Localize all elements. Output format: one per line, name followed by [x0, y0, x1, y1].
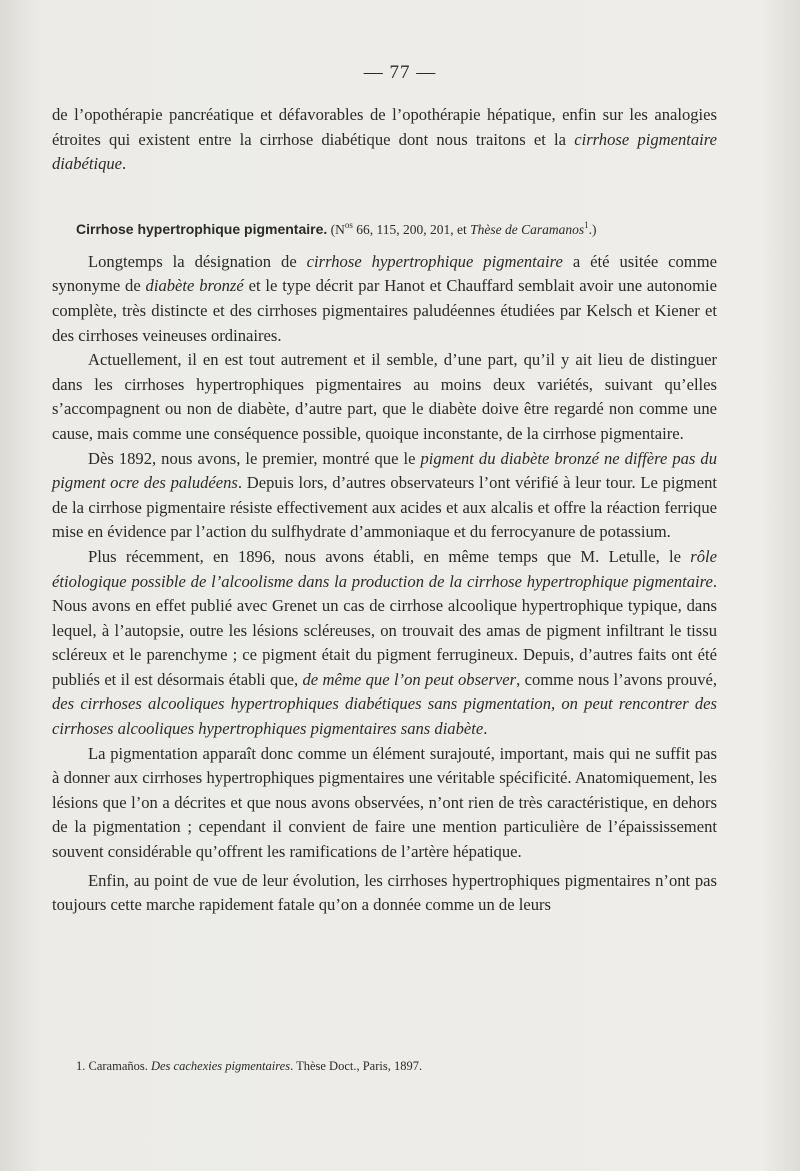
paragraph-3	[52, 447, 717, 545]
intro-paragraph	[52, 103, 717, 177]
p4-italic-c: des cirrhoses alcooliques hypertrophiques diabétiques sans pigmentation, on peut rencontrer des cirrhoses alcooliques hypertrophiques pigmentaires sans diabète	[52, 694, 717, 739]
p2-text: Actuellement, il en est tout autrement et il semble, d’une part, qu’il y ait lieu de distinguer dans les cirrhoses hypertrophiques pigmentaires au moins deux variétés, suivant qu’elles s’accompagnent ou non de diabète, d’autre part, que le diabète doive être regardé non comme une cause, mais comme une conséquence possible, quoique inconstante, de la cirrhose pigmentaire.	[52, 350, 717, 443]
footnote-marker: 1	[584, 219, 589, 230]
p5-text: La pigmentation apparaît donc comme un élément surajouté, important, mais qui ne suffit pas à donner aux cirrhoses hypertrophiques pigmentaires une véritable spécificité. Anatomiquement, les lésions que l’on a décrites et que nous avons observées, n’ont rien de très caractéristique, en dehors de la pigmentation ; cependant il convient de faire une mention particulière de l’épaississement souvent considérable qu’offrent les ramifications de l’artère hépatique.	[52, 743, 717, 862]
section-ref-suffix: .)	[588, 221, 597, 237]
section-ref-numbers: 66, 115, 200, 201, et	[352, 221, 471, 237]
paragraph-6	[52, 869, 717, 918]
p1-text-a: Longtemps la désignation de	[88, 251, 307, 271]
intro-italic: cirrhose pigmentaire diabétique	[52, 129, 717, 174]
p1-text-c: et le type décrit par Hanot et Chauffard semblait avoir une autonomie complète, très distincte et des cirrhoses pigmentaires paludéennes étudiées par Kelsch et Kiener et des cirrhoses veineuses ordinaires.	[52, 276, 717, 345]
p4-text-c: , comme nous l’avons prouvé,	[516, 669, 718, 689]
p6-text: Enfin, au point de vue de leur évolution, les cirrhoses hypertrophiques pigmentaires n’ont pas toujours cette marche rapidement fatale qu’on a donnée comme un de leurs	[52, 870, 717, 915]
p4-text-d: .	[483, 719, 488, 739]
section-ref-sup: os	[344, 219, 353, 230]
footnote-author: Caramaños.	[85, 1059, 151, 1073]
p4-text-b: . Nous avons en effet publié avec Grenet un cas de cirrhose alcoolique hypertrophique typique, dans lequel, à l’autopsie, outre les lésions scléreuses, on trouvait des amas de pigment infiltrant le tissu scléreux et le parenchyme ; ce pigment était du pigment ferrugineux. Depuis, d’autres faits ont été publiés et il est désormais établi que,	[52, 571, 717, 689]
p1-italic-a: cirrhose hypertrophique pigmentaire	[306, 251, 563, 271]
p4-text-a: Plus récemment, en 1896, nous avons établi, en même temps que M. Letulle, le	[88, 546, 691, 566]
section-ref-prefix: (N	[327, 221, 345, 237]
p3-text-b: . Depuis lors, d’autres observateurs l’ont vérifié à leur tour. Le pigment de la cirrhose pigmentaire résiste effectivement aux acides et aux alcalis et offre la réaction ferrique mise en évidence par l’action du sulfhydrate d’ammoniaque et du ferrocyanure de potassium.	[52, 473, 717, 542]
page-body	[52, 103, 717, 918]
p1-italic-b: diabète bronzé	[145, 276, 244, 296]
section-heading	[52, 219, 717, 240]
p4-italic-b: de même que l’on peut observer	[302, 669, 517, 689]
paragraph-1	[52, 250, 717, 348]
p1-text-b: a été usitée comme synonyme de	[52, 251, 717, 296]
section-ref-thesis: Thèse de Caramanos	[470, 221, 585, 237]
p3-italic: pigment du diabète bronzé ne diffère pas du pigment ocre des paludéens	[52, 448, 717, 493]
footnote-rest: . Thèse Doct., Paris, 1897.	[290, 1059, 423, 1073]
p4-italic-a: rôle étiologique possible de l’alcoolisme dans la production de la cirrhose hypertrophique pigmentaire	[52, 546, 717, 591]
section-title: Cirrhose hypertrophique pigmentaire.	[76, 220, 328, 237]
footnote-number: 1.	[76, 1059, 86, 1073]
footnote	[76, 1058, 726, 1074]
paragraph-2	[52, 348, 717, 446]
paragraph-5	[52, 742, 717, 865]
intro-end: .	[122, 154, 127, 174]
footnote-title: Des cachexies pigmentaires	[150, 1059, 291, 1073]
paragraph-4	[52, 545, 717, 742]
page-number: — 77 —	[363, 62, 437, 83]
p3-text-a: Dès 1892, nous avons, le premier, montré que le	[88, 448, 421, 468]
intro-text: de l’opothérapie pancréatique et défavorables de l’opothérapie hépatique, enfin sur les analogies étroites qui existent entre la cirrhose diabétique dont nous traitons et la	[52, 105, 717, 149]
